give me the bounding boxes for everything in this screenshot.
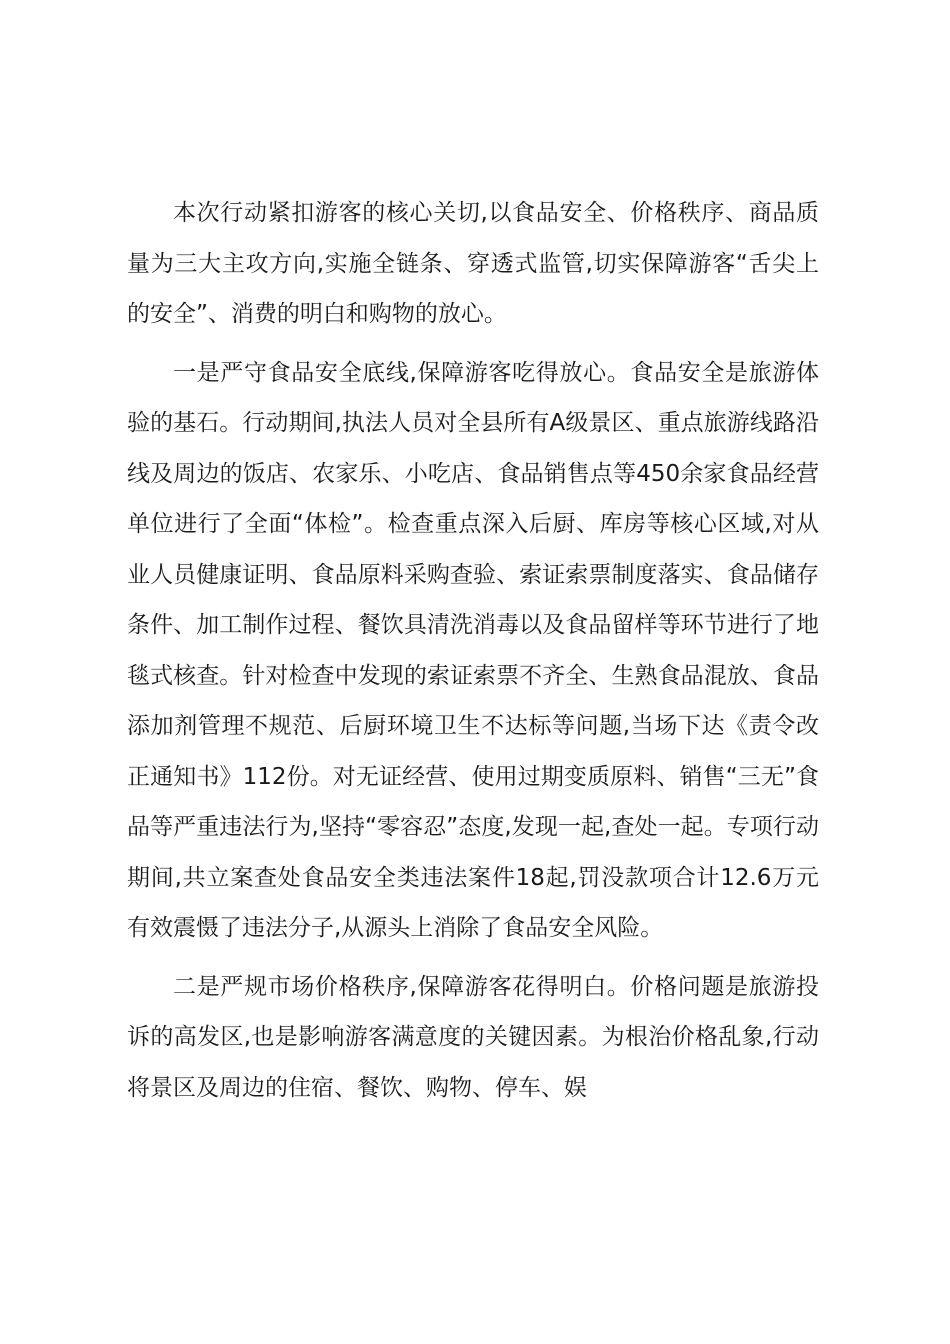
paragraph-food-safety: 一是严守食品安全底线,保障游客吃得放心。食品安全是旅游体验的基石。行动期间,执法人员对全县所有A级景区、重点旅游线路沿线及周边的饭店、农家乐、小吃店、食品销售点等450余家食品经营单位进行了全面“体检”。检查重点深入后厨、库房等核心区域,对从业人员健康证明、食品原料采购查验、索证索票制度落实、食品储存条件、加工制作过程、餐饮具清洗消毒以及食品留样等环节进行了地毯式核查。针对检查中发现的索证索票不齐全、生熟食品混放、食品添加剂管理不规范、后厨环境卫生不达标等问题,当场下达《责令改正通知书》112份。对无证经营、使用过期变质原料、销售“三无”食品等严重违法行为,坚持“零容忍”态度,发现一起,查处一起。专项行动期间,共立案查处食品安全类违法案件18起,罚没款项合计12.6万元有效震慑了违法分子,从源头上消除了食品安全风险。	[127, 359, 819, 941]
paragraph-price-order: 二是严规市场价格秩序,保障游客花得明白。价格问题是旅游投诉的高发区,也是影响游客满意度的关键因素。为根治价格乱象,行动将景区及周边的住宿、餐饮、购物、停车、娱	[127, 973, 819, 1101]
document-body	[127, 188, 819, 1121]
paragraph-intro: 本次行动紧扣游客的核心关切,以食品安全、价格秩序、商品质量为三大主攻方向,实施全链条、穿透式监管,切实保障游客“舌尖上的安全”、消费的明白和购物的放心。	[127, 200, 819, 327]
